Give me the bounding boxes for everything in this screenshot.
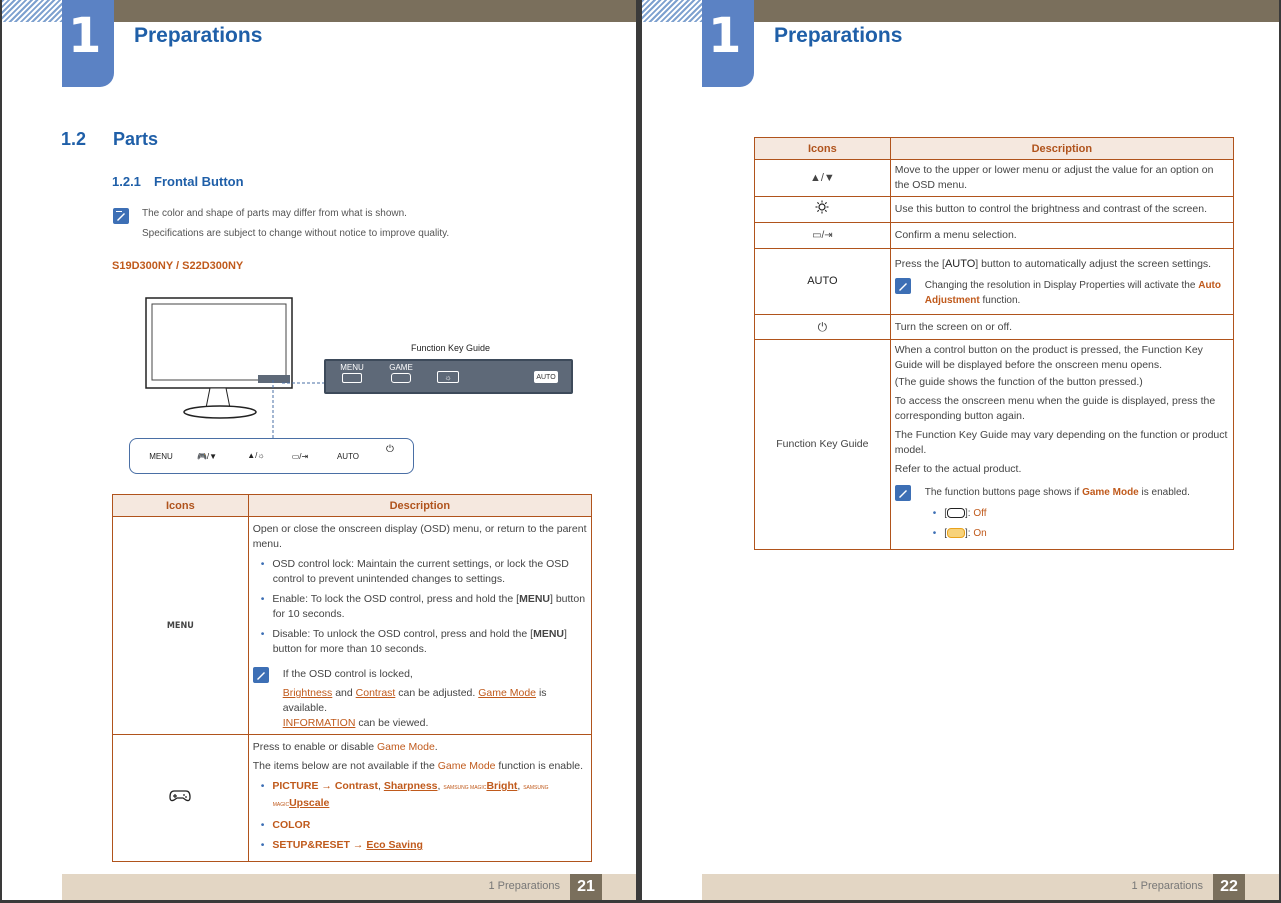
fkg-title: Function Key Guide <box>411 343 491 353</box>
list-item: • SETUP&RESET → Eco Saving <box>260 839 423 851</box>
menu-description <box>248 517 591 735</box>
list-item: • COLOR <box>260 819 311 831</box>
btn-auto-label: AUTO <box>336 452 360 461</box>
power-icon: ⏻ <box>386 444 394 455</box>
link-brightness[interactable]: Brightness <box>282 687 333 699</box>
note-icon <box>253 667 269 683</box>
brightness-description: Use this button to control the brightness and contrast of the screen. <box>890 197 1233 223</box>
gamepad-on-icon <box>947 528 965 538</box>
chapter-number: 1 <box>702 0 754 87</box>
hatch-decoration <box>2 0 62 22</box>
chapter-title: Preparations <box>134 24 263 47</box>
updown-description: Move to the upper or lower menu or adjust the value for an option on the OSD menu. <box>890 160 1233 197</box>
list-item: • Disable: To unlock the OSD control, press and hold the [MENU] button for more than 10 seconds. <box>260 628 567 655</box>
fkg-label: Function Key Guide <box>755 340 891 550</box>
page-right <box>642 0 1279 900</box>
note-icon <box>895 278 911 294</box>
enter-source-icon: ▭/⇥ <box>755 223 891 249</box>
table-row <box>755 223 1234 249</box>
note-icon <box>895 485 911 501</box>
brightness-icon <box>755 197 891 223</box>
list-item: • PICTURE → Contrast, Sharpness, SAMSUNG MAGICBright, SAMSUNG MAGICUpscale <box>260 780 549 809</box>
link-sharpness[interactable]: Sharpness <box>383 780 438 792</box>
fkg-description: When a control button on the product is pressed, the Function Key Guide will be displayed before the onscreen menu opens. (The guide shows the function of the button pressed.) To access the onscreen menu when the guide is displayed, press the corresponding button again. The Function Key Guide may vary depending on the function or product model. Refer to the actual product. The function buttons page shows if Game Mode is enabled. • [ ]: Off • [ ]: On <box>890 340 1233 550</box>
menu-label: MENU <box>166 620 194 631</box>
enter-description: Confirm a menu selection. <box>890 223 1233 249</box>
fkg-key-game: GAME <box>388 363 414 383</box>
power-icon: ⏻ <box>755 315 891 340</box>
link-information[interactable]: INFORMATION <box>282 717 356 729</box>
link-game-mode-2[interactable]: Game Mode <box>377 741 435 753</box>
auto-icon: AUTO <box>755 249 891 315</box>
auto-description: Press the [AUTO] button to automatically adjust the screen settings. Changing the resolution in Display Properties will activate the Auto Adjustment function. <box>890 249 1233 315</box>
link-auto-adjustment[interactable]: Auto Adjustment <box>924 280 1221 306</box>
list-item: • [ ]: On <box>932 528 987 539</box>
menu-intro: Open or close the onscreen display (OSD) menu, or return to the parent menu. <box>252 523 587 550</box>
table-row <box>755 340 1234 550</box>
fkg-key-auto: AUTO <box>534 371 558 383</box>
table-row <box>755 315 1234 340</box>
list-item: • Enable: To lock the OSD control, press and hold the [MENU] button for 10 seconds. <box>260 593 586 620</box>
link-bright[interactable]: Bright <box>486 780 518 792</box>
link-game-mode[interactable]: Game Mode <box>478 687 537 699</box>
header-description: Description <box>890 138 1233 160</box>
footer <box>62 874 636 900</box>
fkg-note: The function buttons page shows if Game Mode is enabled. • [ ]: Off • [ ]: On <box>895 485 1229 541</box>
table-row <box>113 517 592 735</box>
header-icons: Icons <box>755 138 891 160</box>
btn-menu-label: MENU <box>149 452 173 461</box>
subsection-title: Frontal Button <box>154 174 244 189</box>
header-icons: Icons <box>113 495 249 517</box>
subsection-number: 1.2.1 <box>112 174 141 189</box>
icons-table-2 <box>754 137 1234 550</box>
list-item: • OSD control lock: Maintain the current settings, or lock the OSD control to prevent unintended changes to settings. <box>260 558 569 585</box>
btn-enter-label: ▭/⇥ <box>291 452 309 461</box>
model-name: S19D300NY / S22D300NY <box>112 260 244 272</box>
page-left <box>2 0 636 900</box>
menu-icon-cell <box>113 517 249 735</box>
fkg-key-brightness: ☼ <box>436 371 460 383</box>
gamepad-off-icon <box>947 508 965 518</box>
table-row <box>755 249 1234 315</box>
fkg-panel <box>324 359 573 394</box>
note-line-1: The color and shape of parts may differ from what is shown. <box>142 208 407 219</box>
section-title: Parts <box>113 129 159 149</box>
leader-line <box>270 380 282 438</box>
table-row <box>113 735 592 862</box>
link-eco-saving[interactable]: Eco Saving <box>366 839 423 851</box>
btn-up-bright-label: ▲/☼ <box>247 451 265 460</box>
icons-table <box>112 494 592 862</box>
power-description: Turn the screen on or off. <box>890 315 1233 340</box>
note-icon <box>113 208 129 224</box>
footer <box>702 874 1279 900</box>
section-number: 1.2 <box>61 129 87 149</box>
gamepad-icon <box>169 789 191 803</box>
chapter-title: Preparations <box>774 24 903 47</box>
auto-note: Changing the resolution in Display Properties will activate the Auto Adjustment function. <box>895 278 1229 308</box>
button-bar <box>129 438 414 474</box>
link-upscale[interactable]: Upscale <box>289 797 330 809</box>
table-row <box>755 197 1234 223</box>
menu-note: If the OSD control is locked, Brightness and Contrast can be adjusted. Game Mode is available. INFORMATION can be viewed. <box>253 667 587 731</box>
btn-game-label: 🎮/▼ <box>196 452 218 461</box>
leader-line-2 <box>282 380 326 392</box>
page-number: 22 <box>1213 874 1245 900</box>
chapter-number: 1 <box>62 0 114 87</box>
page-number: 21 <box>570 874 602 900</box>
list-item: • [ ]: Off <box>932 508 987 519</box>
note-line-2: Specifications are subject to change without notice to improve quality. <box>142 228 450 239</box>
header-description: Description <box>248 495 591 517</box>
hatch-decoration <box>642 0 702 22</box>
footer-label: 1 Preparations <box>1131 880 1203 892</box>
game-description: Press to enable or disable Game Mode. The items below are not available if the Game Mode function is enable. • PICTURE → Contrast, Sharpness, SAMSUNG MAGICBright, SAMSUNG MAGICUpscale • COLOR • SETUP&RESET → Eco Saving <box>248 735 591 862</box>
updown-icon: ▲/▼ <box>755 160 891 197</box>
link-game-mode-3[interactable]: Game Mode <box>437 760 496 772</box>
fkg-key-menu: MENU <box>340 363 364 383</box>
link-game-mode-4[interactable]: Game Mode <box>1082 487 1139 498</box>
table-row <box>755 160 1234 197</box>
link-contrast[interactable]: Contrast <box>355 687 396 699</box>
game-icon-cell <box>113 735 249 862</box>
footer-label: 1 Preparations <box>488 880 560 892</box>
